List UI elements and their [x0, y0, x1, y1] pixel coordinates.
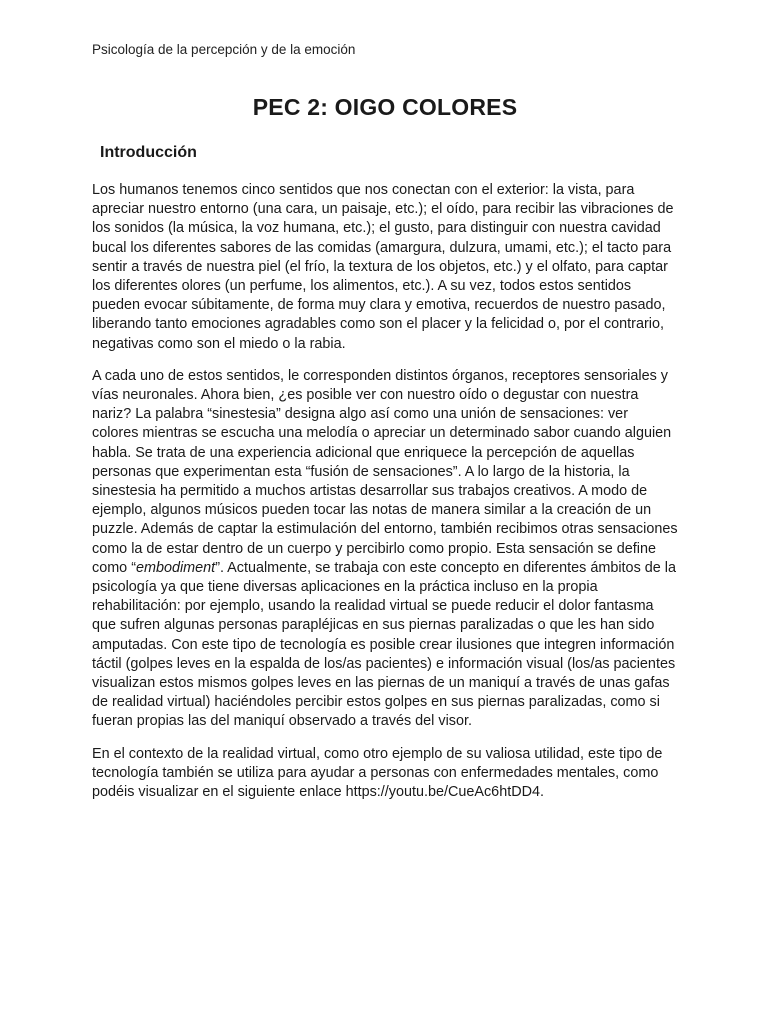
paragraph-3-text-a: En el contexto de la realidad virtual, como otro ejemplo de su valiosa utilidad, este tipo de tecnología también se utiliza para ayudar a personas con enfermedades mentales, como podéis visualizar en el siguiente enlace: [92, 745, 663, 801]
paragraph-2-text-b: ”. Actualmente, se trabaja con este concepto en diferentes ámbitos de la psicología ya que tiene diversas aplicaciones en la práctica incluso en la propia rehabilitación: por ejemplo, usando la realidad virtual se puede reducir el dolor fantasma que sufren algunas personas parapléjicas en sus piernas paralizadas o que les han sido amputadas. Con este tipo de tecnología es posible crear ilusiones que integren información táctil (golpes leves en la espalda de los/as pacientes) e información visual (los/as pacientes visualizan estos mismos golpes leves en las piernas de un maniquí a través de unas gafas de realidad virtual) haciéndoles percibir estos golpes en sus piernas paralizadas, como si fueran propias las del maniquí observado a través del visor.: [92, 559, 676, 730]
paragraph-1: Los humanos tenemos cinco sentidos que nos conectan con el exterior: la vista, para apreciar nuestro entorno (una cara, un paisaje, etc.); el oído, para recibir las vibraciones de los sonidos (la música, la voz humana, etc.); el gusto, para distinguir con nuestra cavidad bucal los diferentes sabores de las comidas (amargura, dulzura, umami, etc.); el tacto para sentir a través de nuestra piel (el frío, la textura de los objetos, etc.) y el olfato, para captar los diferentes olores (un perfume, los alimentos, etc.). A su vez, todos estos sentidos pueden evocar súbitamente, de forma muy clara y emotiva, recuerdos de nuestro pasado, liberando tanto emociones agradables como son el placer y la felicidad o, por el contrario, negativas como son el miedo o la rabia.: [92, 182, 674, 352]
document-page: [92, 40, 678, 802]
embodiment-term: embodiment: [135, 559, 216, 576]
paragraph-3-text-b: .: [539, 784, 544, 801]
paragraph-2: [92, 367, 678, 732]
section-heading-introduccion: Introducción: [100, 144, 197, 161]
paragraph-2-text-a: A cada uno de estos sentidos, le corresponden distintos órganos, receptores sensoriales y vías neuronales. Ahora bien, ¿es posible ver con nuestro oído o degustar con nuestra nariz? La palabra “sinestesia” designa algo así como una unión de sensaciones: ver colores mientras se escucha una melodía o apreciar un determinado sabor cuando alguien habla. Se trata de una experiencia adicional que enriquece la percepción de aquellas personas que experimentan esta “fusión de sensaciones”. A lo largo de la historia, la sinestesia ha permitido a muchos artistas desarrollar sus trabajos creativos. A modo de ejemplo, algunos músicos pueden tocar las notas de manera similar a la creación de un puzzle. Además de captar la estimulación del entorno, también recibimos otras sensaciones como la de estar dentro de un cuerpo y percibirlo como propio. Esta sensación se define como “: [92, 367, 678, 576]
youtube-link[interactable]: https://youtu.be/CueAc6htDD4: [345, 784, 540, 801]
paragraph-3: [92, 745, 678, 803]
running-header: Psicología de la percepción y de la emoción: [92, 42, 356, 57]
page-title: PEC 2: OIGO COLORES: [252, 94, 518, 120]
